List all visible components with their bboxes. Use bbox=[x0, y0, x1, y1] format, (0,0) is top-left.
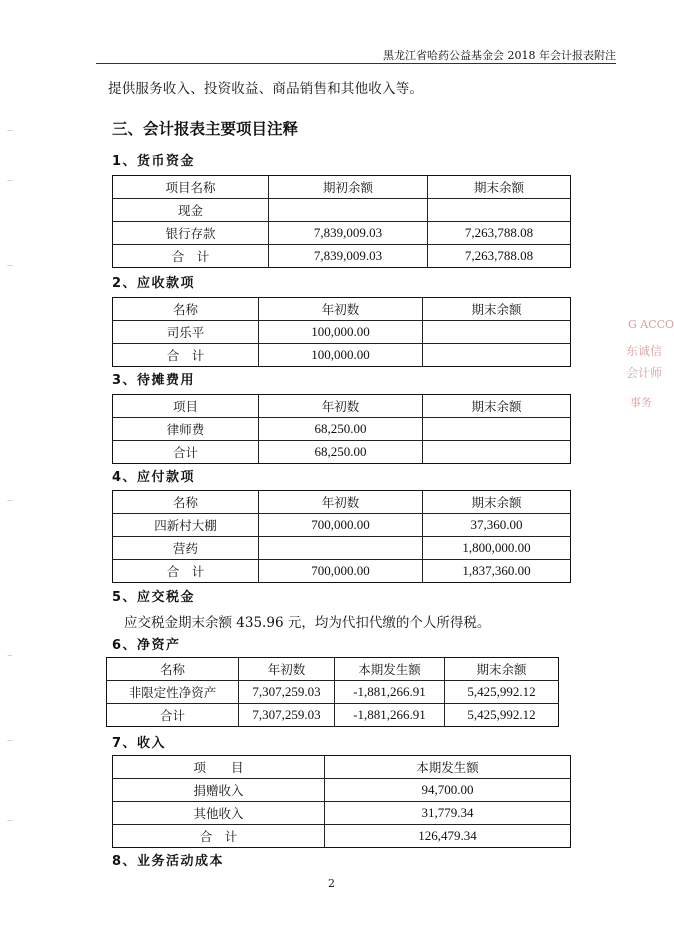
table-cell: 合计 bbox=[107, 704, 239, 727]
table-cell: 银行存款 bbox=[113, 222, 269, 245]
table-header-cell: 期末余额 bbox=[423, 395, 571, 418]
table-cell bbox=[423, 441, 571, 464]
s4-title: 4、应付款项 bbox=[112, 470, 196, 485]
table-cell bbox=[428, 199, 571, 222]
s7-title: 7、收入 bbox=[112, 736, 167, 751]
s7-table bbox=[112, 755, 571, 848]
table-cell: 律师费 bbox=[113, 418, 259, 441]
table-header-cell: 名称 bbox=[113, 298, 259, 321]
binder-hole-mark bbox=[7, 500, 13, 504]
table-cell: 合 计 bbox=[113, 344, 259, 367]
table-cell: 100,000.00 bbox=[259, 344, 423, 367]
table-cell: 其他收入 bbox=[113, 802, 325, 825]
table-header-cell: 期初余额 bbox=[269, 176, 428, 199]
table-cell: 合计 bbox=[113, 441, 259, 464]
table-header-cell: 本期发生额 bbox=[325, 756, 571, 779]
table-cell: 68,250.00 bbox=[259, 441, 423, 464]
s2-table bbox=[112, 297, 571, 367]
s5-paragraph: 应交税金期末余额 435.96 元，均为代扣代缴的个人所得税。 bbox=[124, 615, 491, 631]
s4-table bbox=[112, 490, 571, 583]
table-header-cell: 年初数 bbox=[259, 298, 423, 321]
binder-hole-mark bbox=[7, 180, 13, 184]
s2-title: 2、应收款项 bbox=[112, 276, 196, 291]
table-cell: 31,779.34 bbox=[325, 802, 571, 825]
table-cell bbox=[269, 199, 428, 222]
table-cell: 现金 bbox=[113, 199, 269, 222]
binder-hole-mark bbox=[7, 265, 13, 269]
s1-table bbox=[112, 175, 571, 268]
table-header-row bbox=[113, 395, 571, 418]
table-cell bbox=[423, 344, 571, 367]
table-row bbox=[113, 222, 571, 245]
binder-hole-mark bbox=[7, 655, 13, 659]
table-cell: 7,307,259.03 bbox=[239, 681, 335, 704]
table-cell: -1,881,266.91 bbox=[335, 681, 445, 704]
table-cell: 7,263,788.08 bbox=[428, 222, 571, 245]
table-cell: 7,307,259.03 bbox=[239, 704, 335, 727]
table-cell: 1,800,000.00 bbox=[423, 537, 571, 560]
table-cell: 合 计 bbox=[113, 560, 259, 583]
table-cell: 5,425,992.12 bbox=[445, 704, 559, 727]
table-header-cell: 本期发生额 bbox=[335, 658, 445, 681]
s8-title: 8、业务活动成本 bbox=[112, 854, 225, 869]
table-header-cell: 年初数 bbox=[259, 491, 423, 514]
table-cell: 营药 bbox=[113, 537, 259, 560]
table-cell: 四新村大棚 bbox=[113, 514, 259, 537]
table-row bbox=[113, 344, 571, 367]
section-title: 三、会计报表主要项目注释 bbox=[112, 120, 299, 138]
binder-hole-mark bbox=[7, 820, 13, 824]
table-row bbox=[113, 560, 571, 583]
table-header-cell: 期末余额 bbox=[445, 658, 559, 681]
table-header-row bbox=[113, 756, 571, 779]
table-cell: 7,263,788.08 bbox=[428, 245, 571, 268]
table-cell: -1,881,266.91 bbox=[335, 704, 445, 727]
table-header-cell: 项目名称 bbox=[113, 176, 269, 199]
table-cell: 94,700.00 bbox=[325, 779, 571, 802]
table-row bbox=[113, 514, 571, 537]
table-cell: 合 计 bbox=[113, 245, 269, 268]
table-header-cell: 年初数 bbox=[259, 395, 423, 418]
s5-title: 5、应交税金 bbox=[112, 590, 196, 605]
table-header-cell: 期末余额 bbox=[428, 176, 571, 199]
table-row bbox=[107, 704, 559, 727]
table-cell: 7,839,009.03 bbox=[269, 245, 428, 268]
table-cell bbox=[259, 537, 423, 560]
table-cell bbox=[423, 418, 571, 441]
table-cell: 1,837,360.00 bbox=[423, 560, 571, 583]
table-header-row bbox=[113, 298, 571, 321]
table-row bbox=[113, 199, 571, 222]
table-row bbox=[113, 418, 571, 441]
table-cell: 司乐平 bbox=[113, 321, 259, 344]
page-number: 2 bbox=[328, 877, 335, 890]
table-row bbox=[113, 825, 571, 848]
table-cell: 700,000.00 bbox=[259, 560, 423, 583]
table-header-cell: 期末余额 bbox=[423, 298, 571, 321]
table-cell: 68,250.00 bbox=[259, 418, 423, 441]
s6-title: 6、净资产 bbox=[112, 638, 181, 653]
table-row bbox=[113, 441, 571, 464]
table-row bbox=[113, 321, 571, 344]
table-cell: 5,425,992.12 bbox=[445, 681, 559, 704]
table-header-cell: 项目 bbox=[113, 395, 259, 418]
s3-table bbox=[112, 394, 571, 464]
table-row bbox=[113, 802, 571, 825]
table-row bbox=[113, 779, 571, 802]
table-cell: 7,839,009.03 bbox=[269, 222, 428, 245]
intro-paragraph: 提供服务收入、投资收益、商品销售和其他收入等。 bbox=[108, 81, 424, 97]
table-cell: 37,360.00 bbox=[423, 514, 571, 537]
table-row bbox=[113, 537, 571, 560]
seal-text: 东诚信 bbox=[626, 344, 663, 358]
table-cell: 非限定性净资产 bbox=[107, 681, 239, 704]
table-cell: 合 计 bbox=[113, 825, 325, 848]
table-header-cell: 名称 bbox=[107, 658, 239, 681]
table-header-row bbox=[113, 176, 571, 199]
table-cell: 126,479.34 bbox=[325, 825, 571, 848]
table-cell: 100,000.00 bbox=[259, 321, 423, 344]
table-cell bbox=[423, 321, 571, 344]
seal-stamp bbox=[624, 314, 674, 416]
seal-text: G ACCO bbox=[628, 318, 674, 331]
s1-title: 1、货币资金 bbox=[112, 154, 196, 169]
table-cell: 700,000.00 bbox=[259, 514, 423, 537]
header-rule bbox=[96, 63, 616, 64]
table-header-cell: 期末余额 bbox=[423, 491, 571, 514]
table-row bbox=[113, 245, 571, 268]
table-header-row bbox=[107, 658, 559, 681]
seal-text: 会计师 bbox=[626, 366, 663, 380]
table-row bbox=[107, 681, 559, 704]
page-header-title: 黑龙江省哈药公益基金会 2018 年会计报表附注 bbox=[383, 49, 616, 62]
s6-table bbox=[106, 657, 559, 727]
table-header-cell: 名称 bbox=[113, 491, 259, 514]
table-header-cell: 项 目 bbox=[113, 756, 325, 779]
binder-hole-mark bbox=[7, 740, 13, 744]
table-header-cell: 年初数 bbox=[239, 658, 335, 681]
binder-hole-mark bbox=[7, 130, 13, 134]
table-cell: 捐赠收入 bbox=[113, 779, 325, 802]
s3-title: 3、待摊费用 bbox=[112, 373, 196, 388]
seal-text: 事务 bbox=[630, 396, 652, 409]
table-header-row bbox=[113, 491, 571, 514]
